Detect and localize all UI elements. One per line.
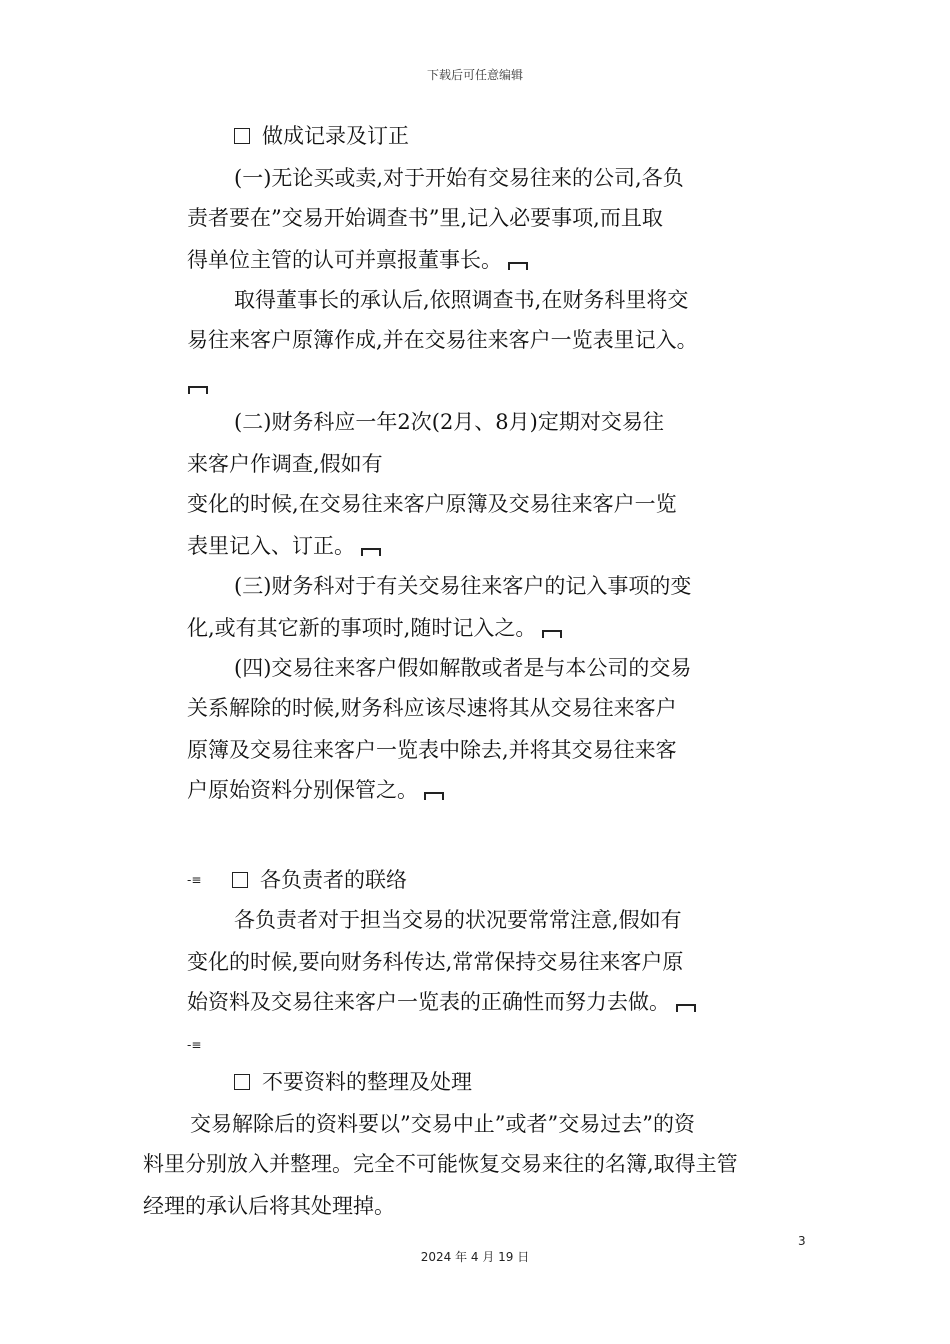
checkbox-icon xyxy=(232,872,248,888)
paragraph-text: 得单位主管的认可并禀报董事长。 xyxy=(187,248,502,272)
paragraph-text: 始资料及交易往来客户一览表的正确性而努力去做。 xyxy=(187,990,670,1014)
paragraph-line xyxy=(187,776,444,804)
checkbox-icon xyxy=(234,128,250,144)
paragraph-mark-icon xyxy=(188,386,208,394)
paragraph-line: 交易解除后的资料要以”交易中止”或者”交易过去”的资 xyxy=(190,1112,695,1136)
page-header: 下载后可任意编辑 xyxy=(426,68,523,82)
section-break-symbol: -≡ xyxy=(187,873,202,887)
section-heading-text: 做成记录及订正 xyxy=(262,124,409,148)
paragraph-mark-icon xyxy=(676,1004,696,1012)
section-heading-disposal xyxy=(234,1068,472,1096)
paragraph-mark-icon xyxy=(361,548,381,556)
paragraph-mark-icon xyxy=(542,630,562,638)
paragraph-line xyxy=(187,988,696,1016)
paragraph-line xyxy=(187,614,562,642)
section-break-symbol: -≡ xyxy=(187,1038,202,1052)
page-number: 3 xyxy=(798,1234,806,1248)
paragraph-line: 变化的时候,在交易往来客户原簿及交易往来客户一览 xyxy=(187,492,677,516)
paragraph-mark-icon xyxy=(508,262,528,270)
paragraph-line: (一)无论买或卖,对于开始有交易往来的公司,各负 xyxy=(234,166,684,190)
paragraph-line: 各负责者对于担当交易的状况要常常注意,假如有 xyxy=(234,908,682,932)
paragraph-line: 原簿及交易往来客户一览表中除去,并将其交易往来客 xyxy=(187,738,677,762)
paragraph-line: 经理的承认后将其处理掉。 xyxy=(143,1194,395,1218)
paragraph-line: (二)财务科应一年2次(2月、8月)定期对交易往 xyxy=(234,410,664,434)
paragraph-line: 变化的时候,要向财务科传达,常常保持交易往来客户原 xyxy=(187,950,684,974)
paragraph-line: (三)财务科对于有关交易往来客户的记入事项的变 xyxy=(234,574,692,598)
section-heading-records xyxy=(234,122,409,150)
paragraph-text: 化,或有其它新的事项时,随时记入之。 xyxy=(187,616,537,640)
paragraph-line: 关系解除的时候,财务科应该尽速将其从交易往来客户 xyxy=(187,696,677,720)
paragraph-text: 表里记入、订正。 xyxy=(187,534,355,558)
checkbox-icon xyxy=(234,1074,250,1090)
section-heading-text: 不要资料的整理及处理 xyxy=(262,1070,472,1094)
paragraph-line: 料里分别放入并整理。完全不可能恢复交易来往的名簿,取得主管 xyxy=(143,1152,738,1176)
paragraph-line: 责者要在”交易开始调查书”里,记入必要事项,而且取 xyxy=(187,206,663,230)
paragraph-line xyxy=(187,532,381,560)
paragraph-line xyxy=(187,246,528,274)
paragraph-line: 取得董事长的承认后,依照调查书,在财务科里将交 xyxy=(234,288,689,312)
section-heading-text: 各负责者的联络 xyxy=(260,868,407,892)
paragraph-line: 来客户作调查,假如有 xyxy=(187,452,383,476)
section-heading-contact xyxy=(232,866,407,894)
page-footer-date: 2024 年 4 月 19 日 xyxy=(420,1250,530,1264)
paragraph-line: (四)交易往来客户假如解散或者是与本公司的交易 xyxy=(234,656,692,680)
paragraph-line: 易往来客户原簿作成,并在交易往来客户一览表里记入。 xyxy=(187,328,698,352)
paragraph-mark-icon xyxy=(424,792,444,800)
paragraph-text: 户原始资料分别保管之。 xyxy=(187,778,418,802)
